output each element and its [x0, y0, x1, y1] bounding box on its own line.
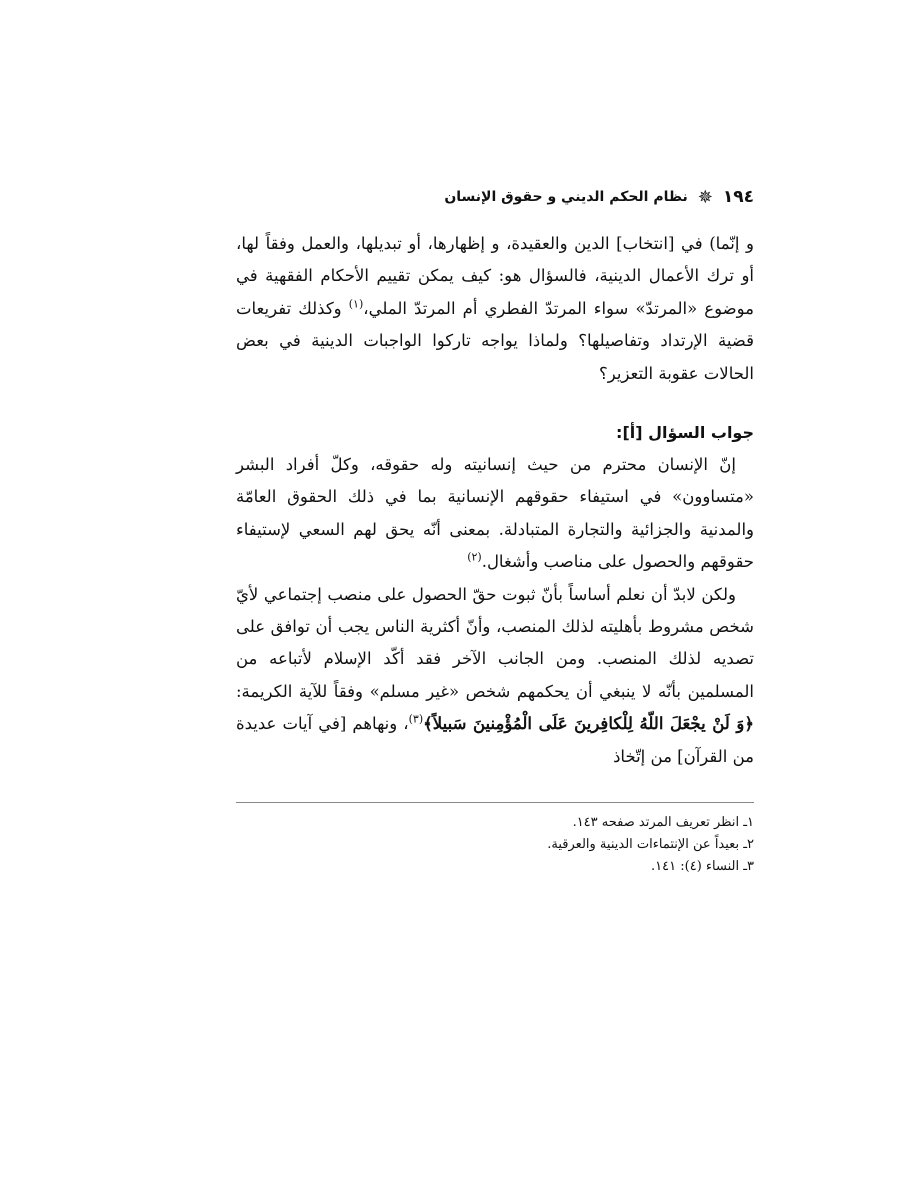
- paragraph-2-text: إنّ الإنسان محترم من حيث إنسانيته وله حقوقه، وكلّ أفراد البشر «متساوون» في استيفاء حقوقهم الإنسانية بما في ذلك الحقوق العامّة والمدنية والجزائية والتجارة المتبادلة. بمعنى أنّه يحق لهم السعي لإستيفاء حقوقهم والحصول على مناصب وأشغال.: [236, 455, 754, 572]
- footnote-1: ١ـ انظر تعريف المرتد صفحه ١٤٣.: [572, 815, 754, 830]
- paragraph-3: [236, 579, 754, 773]
- footnote-divider: [236, 802, 754, 803]
- paragraph-1-text: و إنّما) في [انتخاب] الدين والعقيدة، و إظهارها، أو تبديلها، والعمل وفقاً لها، أو ترك الأعمال الدينية، فالسؤال هو: كيف يمكن تقييم الأحكام الفقهية في موضوع «المرتدّ» سواء المرتدّ الفطري أم المرتدّ الملي،: [236, 234, 754, 318]
- page-number: ١٩٤: [722, 187, 754, 207]
- footnote-ref-1[interactable]: (١): [348, 297, 364, 311]
- quran-verse: ﴿وَ لَنْ يجْعَلَ اللّهُ لِلْكافِرينَ عَلَى الْمُؤْمِنينَ سَبيلاً﴾: [423, 714, 754, 734]
- running-header: [444, 180, 754, 214]
- footnote-ref-2[interactable]: (٢): [467, 550, 482, 564]
- footnote-ref-3[interactable]: (٣): [408, 712, 424, 726]
- header-title: نظام الحكم الديني و حقوق الإنسان: [444, 189, 688, 205]
- paragraph-3-text-after: ، ونهاهم [في آيات عديدة من القرآن] من إتّخاذ: [236, 714, 754, 766]
- paragraph-3-text: ولكن لابدّ أن نعلم أساساً بأنّ ثبوت حقّ الحصول على منصب إجتماعي لأيّ شخص مشروط بأهليته لذلك المنصب، وأنّ أكثرية الناس يجب أن توافق على تصديه لذلك المنصب. ومن الجانب الآخر فقد أكّد الإسلام لأتباعه من المسلمين بأنّه لا ينبغي أن يحكمهم شخص «غير مسلم» وفقاً للآية الكريمة:: [236, 584, 754, 701]
- paragraph-2: [236, 449, 754, 579]
- paragraph-1-text-after: وكذلك تفريعات قضية الإرتداد وتفاصيلها؟ ولماذا يواجه تاركوا الواجبات الدينية في بعض الحالات عقوبة التعزير؟: [236, 298, 754, 383]
- paragraph-1: [236, 228, 754, 390]
- body-text: [236, 228, 754, 773]
- footnotes: [236, 812, 754, 878]
- section-heading: جواب السؤال [أ]:: [616, 423, 754, 443]
- ornament-icon: ✵: [697, 186, 713, 208]
- footnote-3: ٣ـ النساء (٤): ١٤١.: [651, 859, 754, 874]
- footnote-2: ٢ـ بعيداً عن الإنتماءات الدينية والعرقية.: [547, 837, 754, 852]
